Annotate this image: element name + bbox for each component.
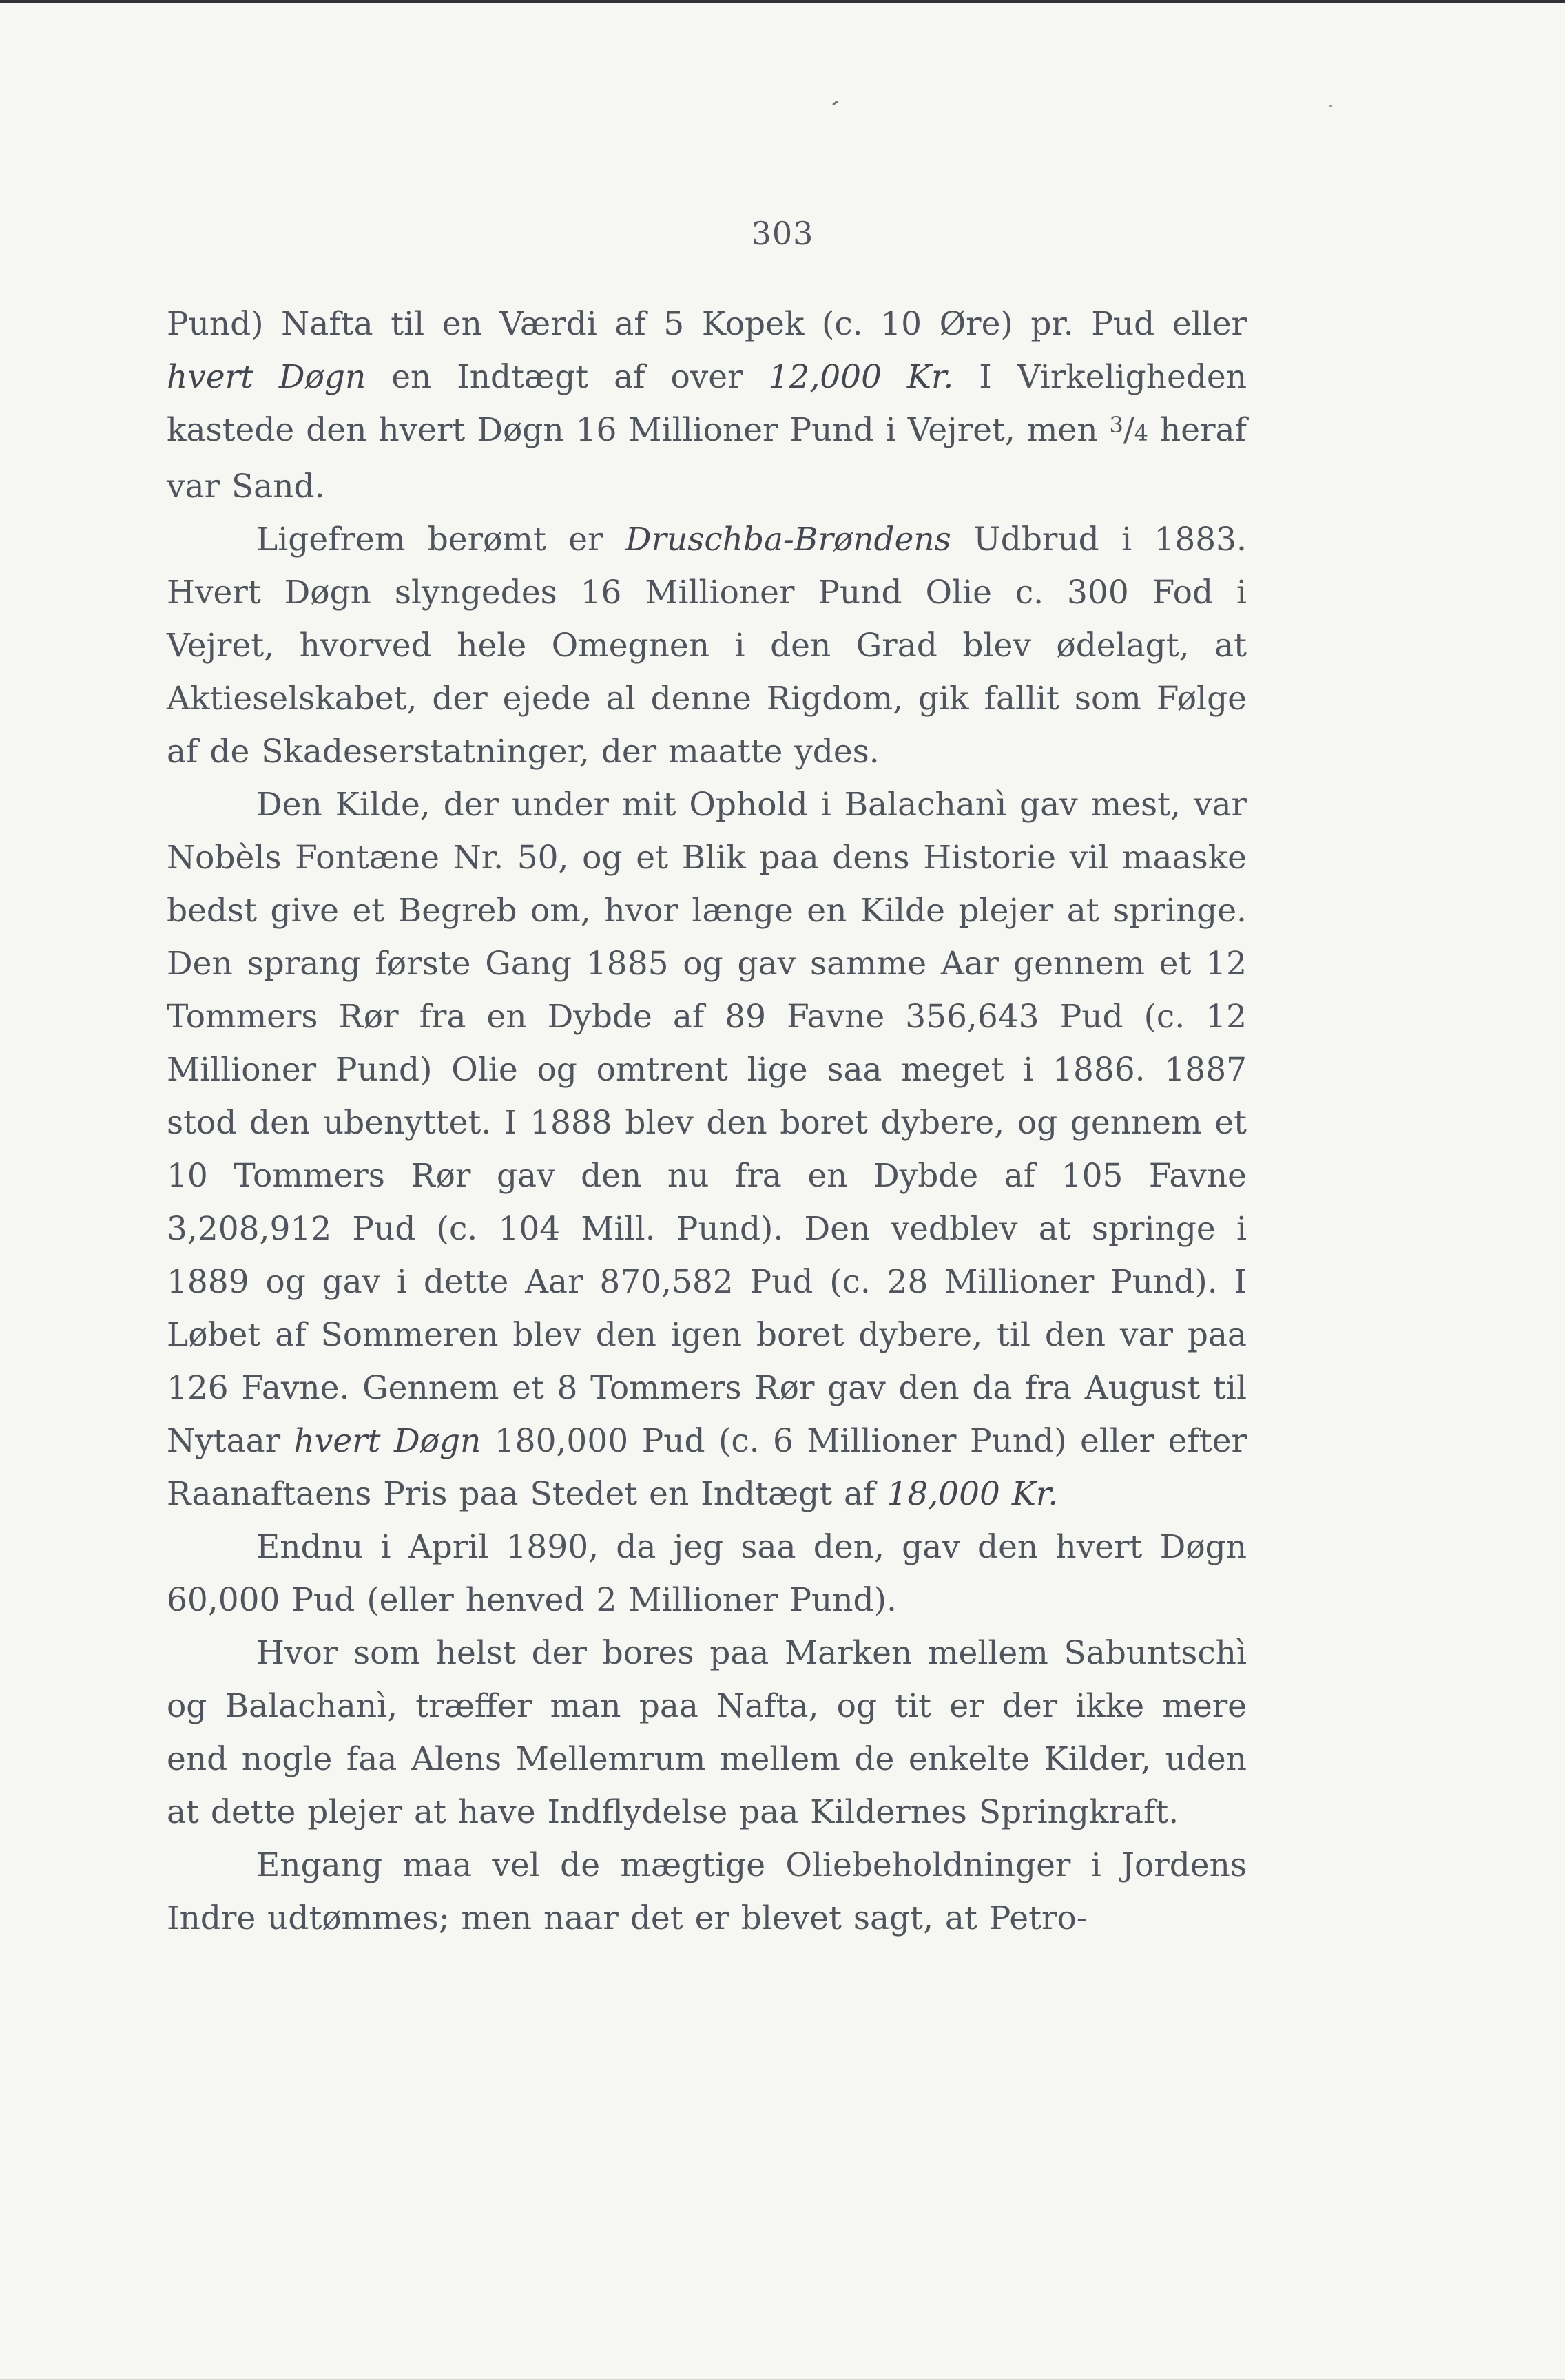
text-run: Pund) Nafta til en Værdi af 5 Kopek (c. 10 Øre) pr. Pud eller <box>167 305 1247 343</box>
fraction-slash: / <box>1123 411 1134 449</box>
text-run: Hvor som helst der bores paa Marken mellem Sabuntschì og Balachanì, træffer man paa Nafta, og tit er der ikke mere end nogle faa Alens Mellemrum mellem de enkelte Kilder, uden at dette plejer at have Indflydelse paa Kildernes Springkraft. <box>167 1634 1247 1831</box>
page-number: 303 <box>751 215 814 252</box>
paragraph <box>167 1521 1247 1627</box>
fraction-numerator: 3 <box>1109 412 1123 438</box>
text-run: Engang maa vel de mægtige Oliebeholdninger i Jordens Indre udtømmes; men naar det er blevet sagt, at Petro- <box>167 1846 1247 1937</box>
text-run: en Indtægt af over <box>366 358 769 396</box>
text-run: Den Kilde, der under mit Ophold i Balachanì gav mest, var Nobèls Fontæne Nr. 50, og et Blik paa dens Historie vil maaske bedst give et Begreb om, hvor længe en Kilde plejer at springe. Den sprang første Gang 1885 og gav samme Aar gennem et 12 Tommers Rør fra en Dybde af 89 Favne 356,643 Pud (c. 12 Millioner Pund) Olie og omtrent lige saa meget i 1886. 1887 stod den ubenyttet. I 1888 blev den boret dybere, og gennem et 10 Tommers Rør gav den nu fra en Dybde af 105 Favne 3,208,912 Pud (c. 104 Mill. Pund). Den vedblev at springe i 1889 og gav i dette Aar 870,582 Pud (c. 28 Millioner Pund). I Løbet af Sommeren blev den igen boret dybere, til den var paa 126 Favne. Gennem et 8 Tommers Rør gav den da fra August til Nytaar <box>167 786 1247 1460</box>
emphasis-text: 18,000 Kr. <box>887 1475 1059 1513</box>
text-run: heraf var Sand. <box>167 411 1247 505</box>
text-run: 180,000 Pud (c. 6 Millioner Pund) eller efter Raanaftaens Pris paa Stedet en Indtægt af <box>167 1422 1247 1513</box>
paragraph <box>167 1627 1247 1839</box>
text-run: I Virkeligheden kastede den hvert Døgn 16 Millioner Pund i Vejret, men <box>167 358 1247 449</box>
print-speck <box>1329 105 1332 107</box>
emphasis-text: 12,000 Kr. <box>768 358 954 396</box>
text-run: Udbrud i 1883. Hvert Døgn slyngedes 16 Millioner Pund Olie c. 300 Fod i Vejret, hvorved hele Omegnen i den Grad blev ødelagt, at Aktieselskabet, der ejede al denne Rigdom, gik fallit som Følge af de Skadeserstatninger, der maatte ydes. <box>167 521 1247 771</box>
emphasis-text: Druschba-Brøndens <box>625 521 951 559</box>
paragraph <box>167 778 1247 1521</box>
emphasis-text: hvert Døgn <box>293 1422 481 1460</box>
text-run: Endnu i April 1890, da jeg saa den, gav den hvert Døgn 60,000 Pud (eller henved 2 Millioner Pund). <box>167 1528 1247 1619</box>
body-text <box>167 298 1247 1945</box>
fraction-denominator: 4 <box>1134 420 1149 446</box>
paragraph <box>167 298 1247 513</box>
paragraph <box>167 1839 1247 1945</box>
text-run: Ligefrem berømt er <box>256 521 625 559</box>
print-speck <box>832 101 838 106</box>
paragraph <box>167 513 1247 778</box>
emphasis-text: hvert Døgn <box>167 358 366 396</box>
